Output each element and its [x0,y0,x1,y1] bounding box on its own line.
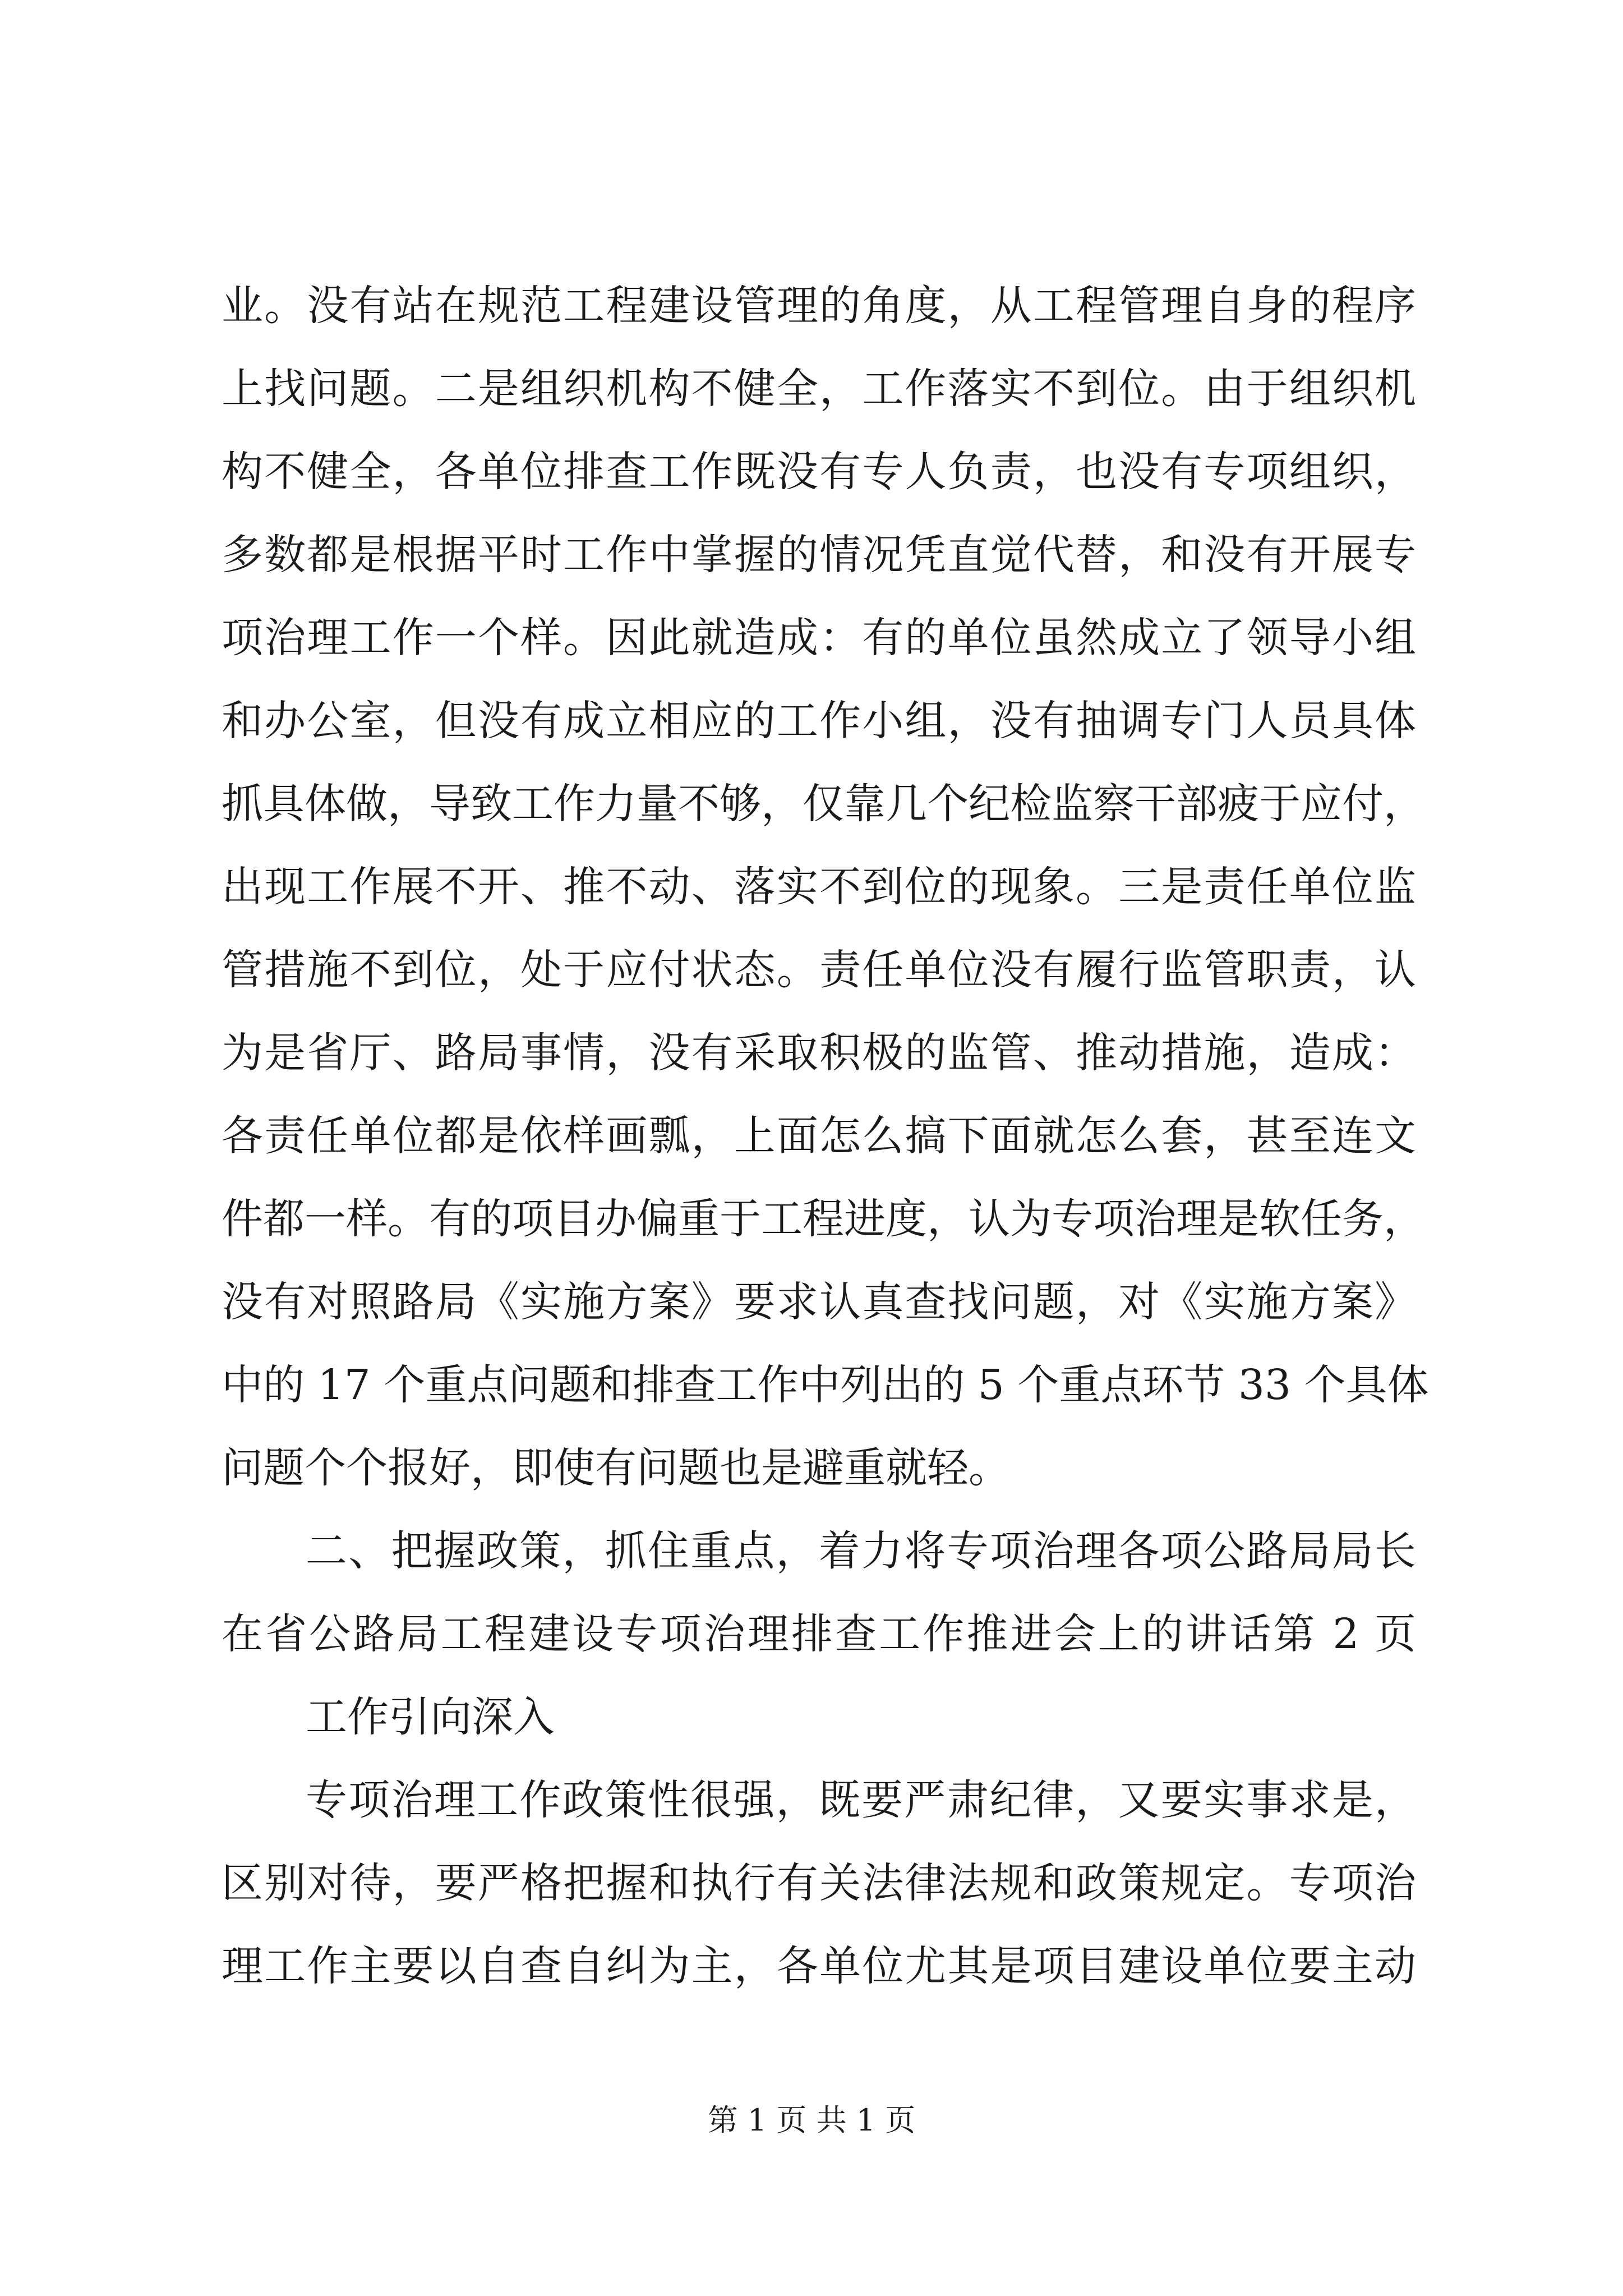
body-line: 和办公室，但没有成立相应的工作小组，没有抽调专门人员具体 [222,697,1416,745]
body-line: 没有对照路局《实施方案》要求认真查找问题，对《实施方案》 [222,1278,1416,1326]
body-line: 各责任单位都是依样画瓢，上面怎么搞下面就怎么套，甚至连文 [222,1112,1416,1160]
section-heading-line: 工作引向深入 [306,1693,555,1741]
body-line: 专项治理工作政策性很强，既要严肃纪律，又要实事求是， [306,1776,1416,1824]
body-line: 上找问题。二是组织机构不健全，工作落实不到位。由于组织机 [222,365,1416,413]
body-line: 为是省厅、路局事情，没有采取积极的监管、推动措施，造成： [222,1029,1416,1077]
body-line: 理工作主要以自查自纠为主，各单位尤其是项目建设单位要主动 [222,1942,1416,1990]
body-line: 项治理工作一个样。因此就造成：有的单位虽然成立了领导小组 [222,614,1416,662]
section-heading-line: 在省公路局工程建设专项治理排查工作推进会上的讲话第 2 页 [222,1610,1416,1658]
body-line: 问题个个报好，即使有问题也是避重就轻。 [222,1444,1010,1492]
body-line: 构不健全，各单位排查工作既没有专人负责，也没有专项组织， [222,448,1416,496]
body-line: 出现工作展不开、推不动、落实不到位的现象。三是责任单位监 [222,863,1416,911]
body-line: 抓具体做，导致工作力量不够，仅靠几个纪检监察干部疲于应付， [222,780,1425,828]
body-line: 多数都是根据平时工作中掌握的情况凭直觉代替，和没有开展专 [222,531,1416,579]
body-line: 中的 17 个重点问题和排查工作中列出的 5 个重点环节 33 个具体 [222,1361,1429,1409]
body-line: 件都一样。有的项目办偏重于工程进度，认为专项治理是软任务， [222,1195,1425,1243]
body-line: 业。没有站在规范工程建设管理的角度，从工程管理自身的程序 [222,282,1416,330]
body-line: 管措施不到位，处于应付状态。责任单位没有履行监管职责，认 [222,946,1416,994]
section-heading-line: 二、把握政策，抓住重点，着力将专项治理各项公路局局长 [306,1527,1416,1575]
body-line: 区别对待，要严格把握和执行有关法律法规和政策规定。专项治 [222,1859,1416,1907]
page-footer: 第 1 页 共 1 页 [707,2102,916,2138]
